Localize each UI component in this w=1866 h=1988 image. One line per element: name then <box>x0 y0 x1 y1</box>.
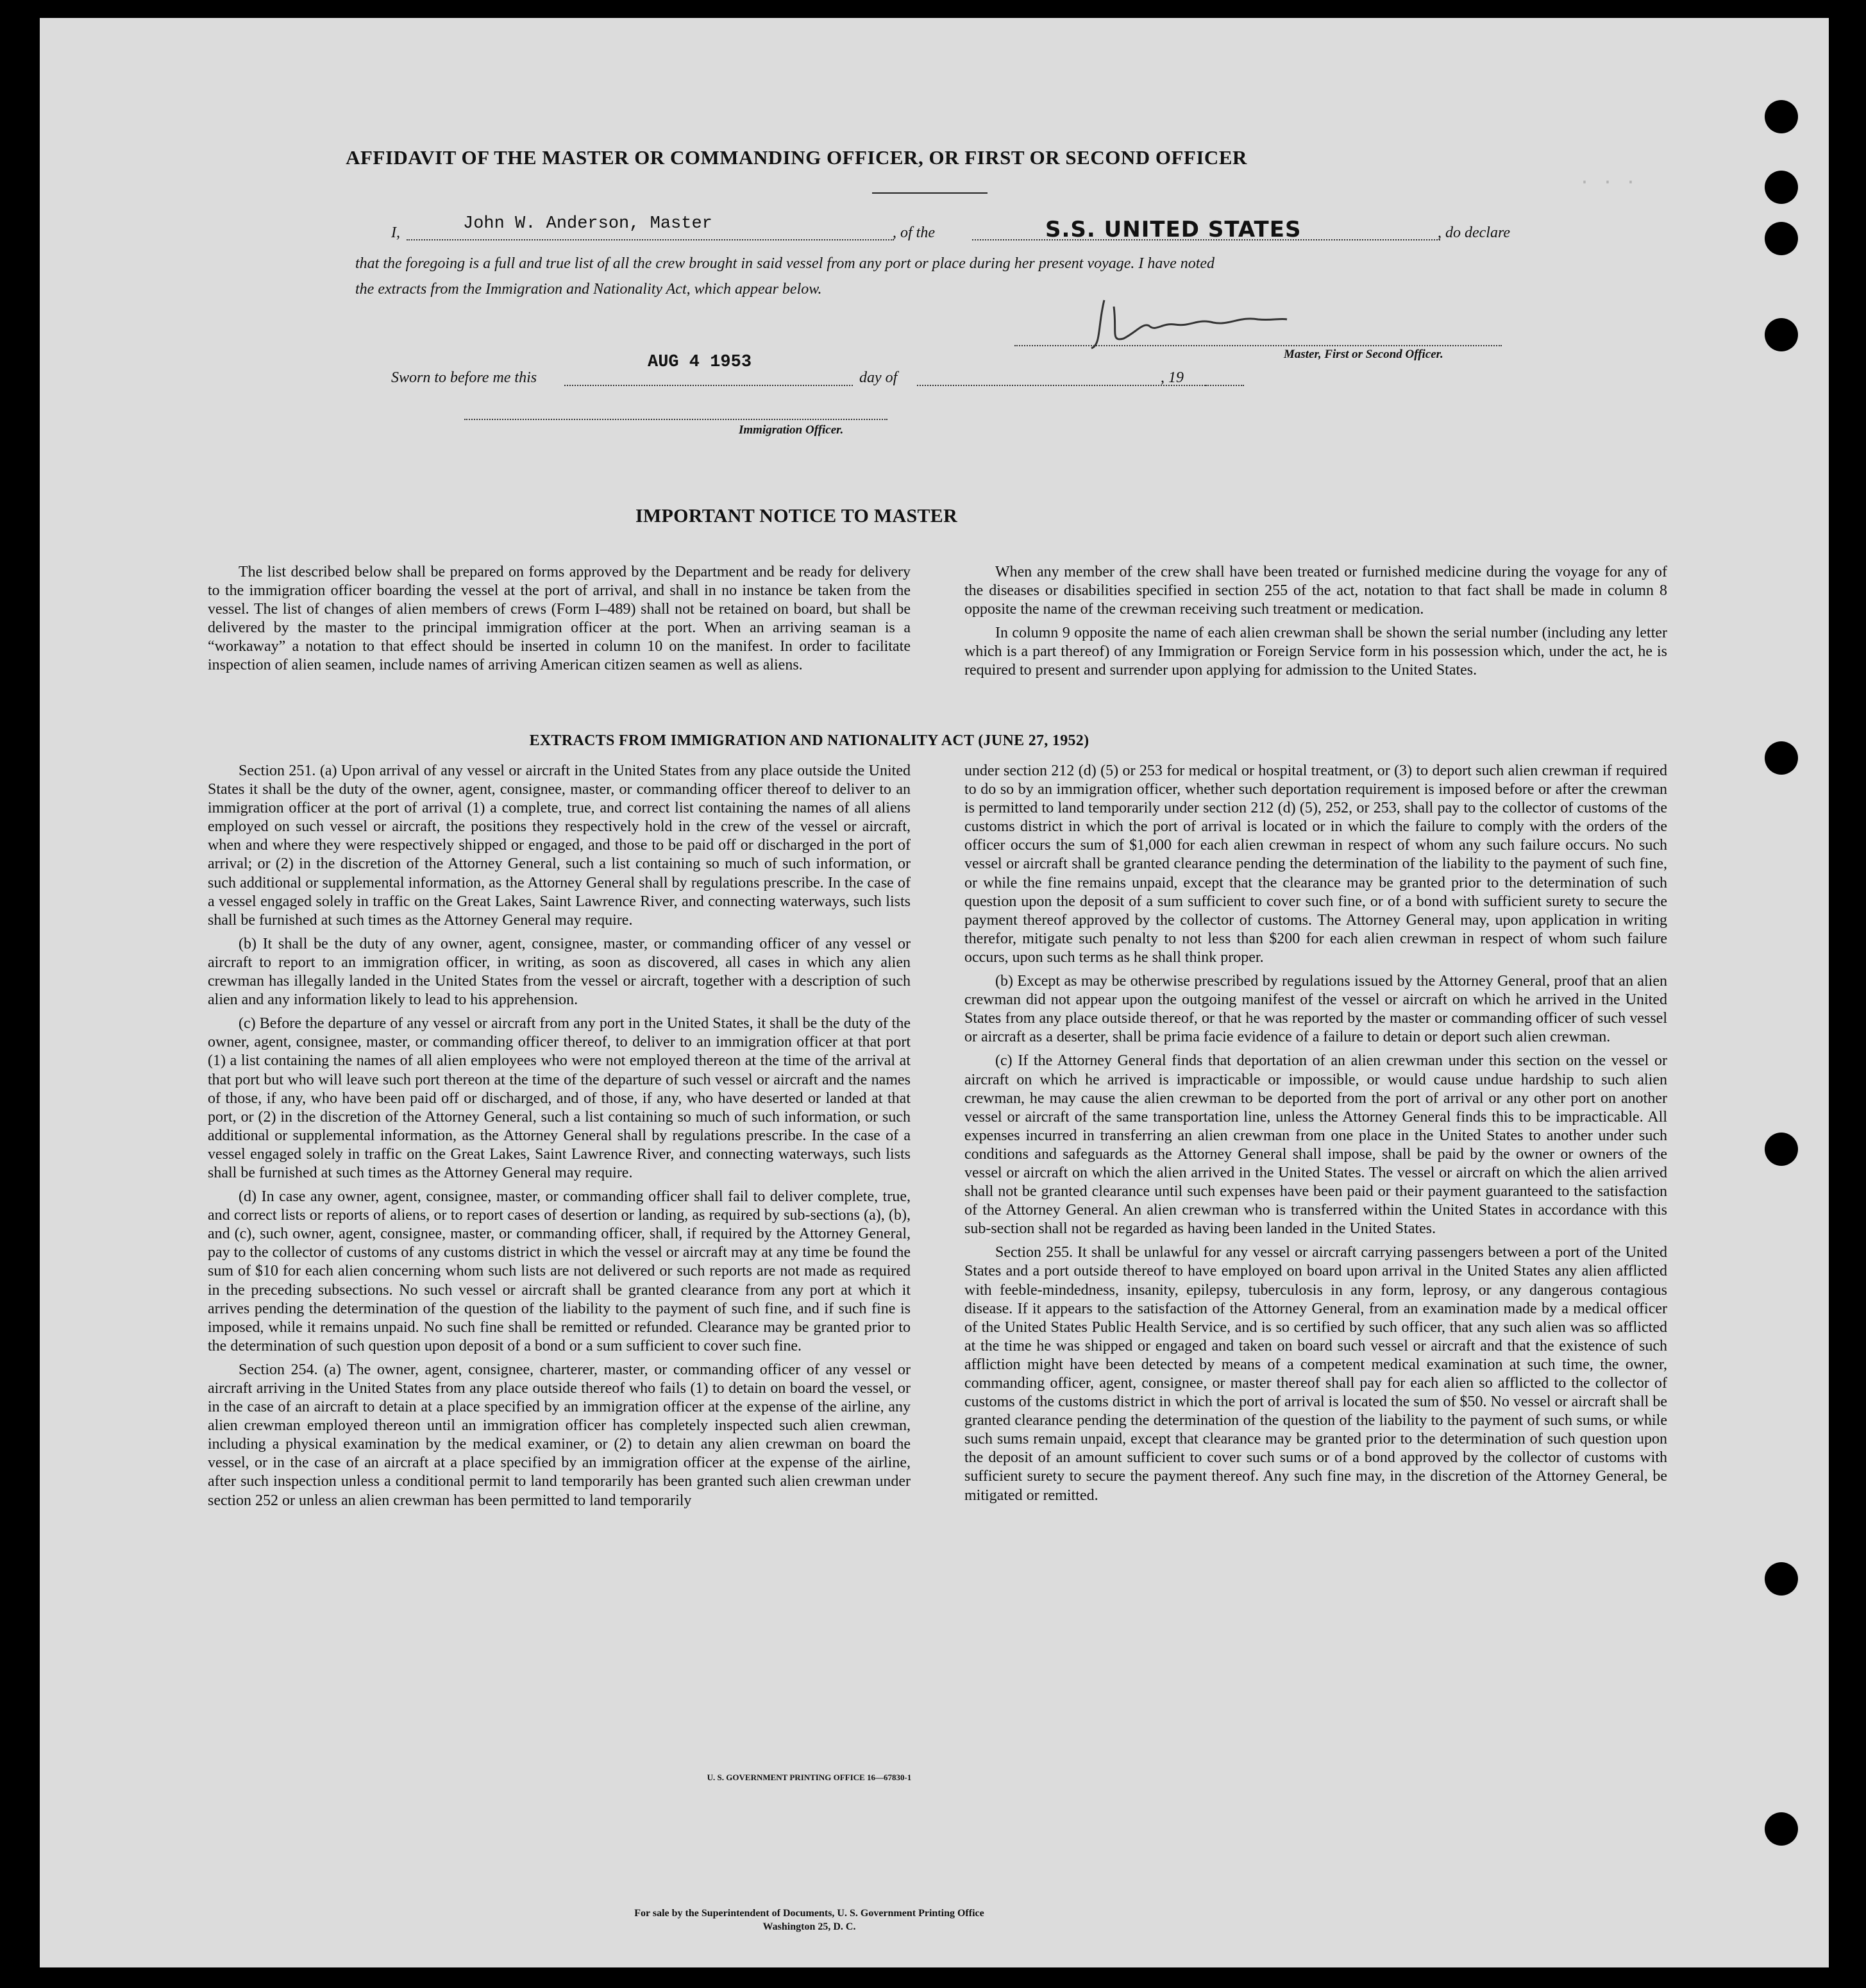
affidavit-i-label: I, <box>391 224 400 241</box>
affidavit-title: AFFIDAVIT OF THE MASTER OR COMMANDING OFFICER, OR FIRST OR SECOND OFFICER <box>346 146 1247 169</box>
section-254-c: (c) If the Attorney General finds that deportation of an alien crewman under this section on the vessel or aircraft on which he arrived is impracticable or impossible, or would cause undue hardship to such alien crewman, he may cause the alien crewman to be deported from the port of arrival or any other port on another vessel or aircraft of the same transportation line, unless the Attorney General finds this to be impracticable. All expenses incurred in transferring an alien crewman from one place in the United States to another under such conditions and safeguards as the Attorney General shall impose, shall be paid by the owner or owners of the vessel or aircraft on which the alien arrived in the United States. The vessel or aircraft on which the alien arrived shall not be granted clearance until such expenses have been paid or their payment guaranteed to the satisfaction of the Attorney General. An alien crewman who is transferred within the United States in accordance with this sub-section shall not be regarded as having been landed in the United States. <box>964 1052 1667 1238</box>
notice-title: IMPORTANT NOTICE TO MASTER <box>635 505 958 526</box>
title-rule <box>872 192 988 194</box>
day-of-label: day of <box>859 369 898 386</box>
year-line <box>1206 385 1244 386</box>
section-251-b: (b) It shall be the duty of any owner, agent, consignee, master, or commanding officer of any vessel or aircraft to report to an immigration officer, in writing, as soon as discovered, all cases in which any alien crewman has illegally landed in the United States from the vessel or aircraft, together with a description of such alien and any information likely to lead to his apprehension. <box>208 935 911 1009</box>
of-the-label: , of the <box>893 224 935 241</box>
declaration-line-2: the extracts from the Immigration and Nationality Act, which appear below. <box>355 281 822 298</box>
notice-left-paragraph: The list described below shall be prepared on forms approved by the Department and be ready for delivery to the immigration officer boarding the vessel at the port of arrival, and shall in no instance be taken from the vessel. The list of changes of alien members of crews (Form I–489) shall not be retained on board, but shall be delivered by the master to the principal immigration officer at the port. When an arriving seaman is a “workaway” a notation to that effect should be inserted in column 10 on the manifest. In order to facilitate inspection of alien seamen, include names of arriving American citizen seamen as well as aliens. <box>208 564 911 674</box>
officer-caption: Immigration Officer. <box>739 423 844 437</box>
signature-line <box>1014 345 1502 346</box>
section-254-a-continued: under section 212 (d) (5) or 253 for medical or hospital treatment, or (3) to deport such alien crewman if required to do so by an immigration officer, whether such deportation requirement is imposed before or after the crewman is permitted to land temporarily under section 212 (d) (5), 252, or 253, shall pay to the collector of customs of the customs district in which the port of arrival is located or in which the failure to comply with the orders of the officer occurs the sum of $1,000 for each alien crewman in respect of whom any such failure occurs. No such vessel or aircraft shall be granted clearance pending the determination of the liability to the payment of such fine, or while the fine remains unpaid, except that the clearance may be granted prior to the determination of such question upon the deposit of a sum sufficient to cover such fine, or of a bond with sufficient surety to secure the payment thereof approved by the collector of customs. The Attorney General may, upon application in writing therefor, mitigate such penalty to not less than $200 for each alien crewman in respect of whom such failure occurs, upon such terms as he shall think proper. <box>964 762 1667 966</box>
binder-hole-icon <box>1765 741 1798 775</box>
binder-hole-icon <box>1765 100 1798 133</box>
year-label: , 19 <box>1161 369 1184 386</box>
section-254-b: (b) Except as may be otherwise prescribed by regulations issued by the Attorney General, proof that an alien crewman did not appear upon the outgoing manifest of the vessel or aircraft on which he arrived in the United States from any place outside thereof, or that he was reported by the master or commanding officer of such vessel or aircraft as a deserter, shall be prima facie evidence of a failure to detain or deport such alien crewman. <box>964 973 1667 1046</box>
binder-hole-icon <box>1765 1812 1798 1846</box>
sale-line-1: For sale by the Superintendent of Documents, U. S. Government Printing Office <box>634 1908 984 1919</box>
master-name: John W. Anderson, Master <box>463 214 712 233</box>
sale-line-2: Washington 25, D. C. <box>762 1921 856 1932</box>
extracts-right-column <box>964 762 1667 1510</box>
notice-left-column <box>208 563 911 680</box>
printing-office-line: U. S. GOVERNMENT PRINTING OFFICE 16—67830-1 <box>707 1773 912 1782</box>
notice-right-paragraph-1: When any member of the crew shall have been treated or furnished medicine during the voyage for any of the diseases or disabilities specified in section 255 of the act, notation to that fact shall be made in column 8 opposite the name of the crewman receiving such treatment or medication. <box>964 564 1667 618</box>
binder-hole-icon <box>1765 171 1798 204</box>
extracts-left-column <box>208 762 911 1515</box>
signature-caption: Master, First or Second Officer. <box>1284 348 1443 361</box>
section-251-d: (d) In case any owner, agent, consignee, master, or commanding officer shall fail to deliver complete, true, and correct lists or reports of aliens, or to report cases of desertion or landing, as required by sub-sections (a), (b), and (c), such owner, agent, consignee, master, or commanding officer, shall, if required by the Attorney General, pay to the collector of customs of any customs district in which the vessel or aircraft may at any time be found the sum of $10 for each alien concerning whom such lists are not delivered or such reports are not made as required in the preceding subsections. No such vessel or aircraft shall be granted clearance from any port at which it arrives pending the determination of the question of the liability to the payment of such fine, and if such fine is imposed, while it remains unpaid. No such fine shall be remitted or refunded. Clearance may be granted prior to the determination of such question upon deposit of a bond or a sum sufficient to cover such fine. <box>208 1188 911 1354</box>
bleed-through-mark: · · · <box>1579 172 1637 194</box>
document-page <box>40 18 1829 1967</box>
notice-right-paragraph-2: In column 9 opposite the name of each alien crewman shall be shown the serial number (including any letter which is a part thereof) of any Immigration or Foreign Service form in his possession which, under the act, he is required to present and surrender upon applying for admission to the United States. <box>964 625 1667 679</box>
section-255: Section 255. It shall be unlawful for any vessel or aircraft carrying passengers between a port of the United States and a port outside thereof to have employed on board upon arrival in the United States any alien afflicted with feeble-mindedness, insanity, epilepsy, tuberculosis in any form, leprosy, or any dangerous contagious disease. If it appears to the satisfaction of the Attorney General, from an examination made by a medical officer of the United States Public Health Service, and is so certified by such officer, that any such alien was so afflicted at the time he was shipped or engaged and taken on board such vessel or aircraft and that the existence of such affliction might have been detected by means of a competent medical examination at such time, the owner, commanding officer, agent, consignee, or master thereof shall pay for each alien so afflicted to the collector of customs of the customs district in which the port of arrival is located the sum of $50. No vessel or aircraft shall be granted clearance pending the determination of the question of the liability to the payment of such sums, or while such sums remain unpaid, except that clearance may be granted prior to the determination of such question upon the deposit of an amount sufficient to cover such sums or of a bond approved by the collector of customs with sufficient surety to secure the payment thereof. Any such fine may, in the discretion of the Attorney General, be mitigated or remitted. <box>964 1244 1667 1504</box>
binder-hole-icon <box>1765 1562 1798 1596</box>
vessel-name: S.S. UNITED STATES <box>1045 217 1302 242</box>
binder-hole-icon <box>1765 318 1798 351</box>
do-declare-label: , do declare <box>1438 224 1511 241</box>
section-251-a: Section 251. (a) Upon arrival of any vessel or aircraft in the United States from any place outside the United States it shall be the duty of the owner, agent, consignee, master, or commanding officer thereof to deliver to an immigration officer at the port of arrival (1) a complete, true, and correct list containing the names of all aliens employed on such vessel or aircraft, the positions they respectively hold in the crew of the vessel or aircraft, when and where they were respectively shipped or engaged, and those to be paid off or discharged in the port of arrival; or (2) in the discretion of the Attorney General, such a list containing so much of such information, or such additional or supplemental information, as the Attorney General shall by regulations prescribe. In the case of a vessel engaged solely in traffic on the Great Lakes, Saint Lawrence River, and connecting waterways, such lists shall be furnished at such times as the Attorney General may require. <box>208 762 911 929</box>
sworn-date: AUG 4 1953 <box>648 353 752 372</box>
signature-icon <box>1079 287 1290 358</box>
binder-hole-icon <box>1765 222 1798 255</box>
sworn-label: Sworn to before me this <box>391 369 537 386</box>
section-254-a: Section 254. (a) The owner, agent, consignee, charterer, master, or commanding officer of any vessel or aircraft arriving in the United States from any place outside thereof who fails (1) to detain on board the vessel, or in the case of an aircraft to detain at a place specified by an immigration officer at the expense of the airline, any alien crewman employed thereon until an immigration officer has completely inspected such alien crewman, including a physical examination by the medical examiner, or (2) to detain any alien crewman on board the vessel, or in the case of an aircraft at a place specified by an immigration officer at the expense of the airline, after such inspection unless a conditional permit to land temporarily has been granted such alien crewman under section 252 or unless an alien crewman has been permitted to land temporarily <box>208 1361 911 1509</box>
extracts-title: EXTRACTS FROM IMMIGRATION AND NATIONALITY ACT (JUNE 27, 1952) <box>529 732 1089 749</box>
master-name-line <box>407 239 894 240</box>
notice-right-column <box>964 563 1667 686</box>
declaration-line-1: that the foregoing is a full and true list of all the crew brought in said vessel from any port or place during her present voyage. I have noted <box>355 255 1215 272</box>
officer-line <box>464 419 887 420</box>
binder-hole-icon <box>1765 1133 1798 1166</box>
sworn-date-line <box>564 385 853 386</box>
section-251-c: (c) Before the departure of any vessel or aircraft from any port in the United States, it shall be the duty of the owner, agent, consignee, master, or commanding officer thereof, to deliver to an immigration officer at that port (1) a list containing the names of all alien employees who were not employed thereon at the time of the arrival at that port but who will leave such port thereon at the time of the departure of such vessel or aircraft and the names of those, if any, who have been paid off or discharged, and of those, if any, who have deserted or landed at that port, or (2) in the discretion of the Attorney General, such a list containing so much of such information, or such additional or supplemental information, as the Attorney General shall by regulations prescribe. In the case of a vessel engaged solely in traffic on the Great Lakes, Saint Lawrence River, and connecting waterways, such lists shall be furnished at such times as the Attorney General may require. <box>208 1015 911 1181</box>
